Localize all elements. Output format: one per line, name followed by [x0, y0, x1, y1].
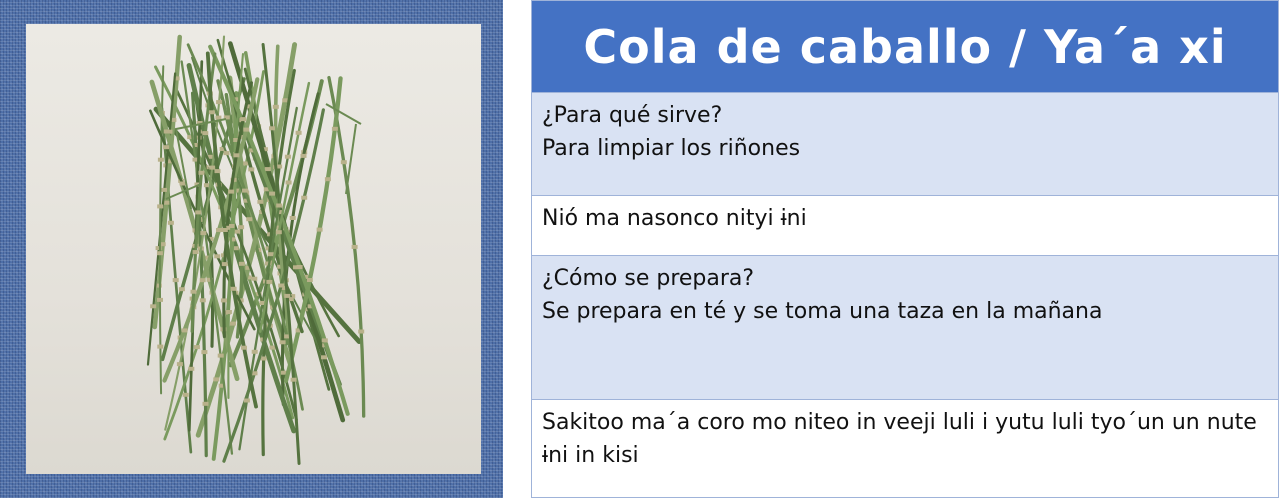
- stem-node: [195, 210, 201, 214]
- stem-node: [158, 158, 164, 162]
- stem-node: [290, 216, 296, 220]
- title-row: [532, 1, 1278, 93]
- stem-node: [157, 345, 163, 349]
- horsetail-stems-illustration: [26, 24, 481, 474]
- stem-node: [284, 294, 290, 298]
- stem-node: [265, 167, 271, 171]
- stem-node: [268, 252, 274, 256]
- info-table: [531, 0, 1279, 498]
- stem-node: [317, 228, 323, 232]
- stem-node: [239, 262, 245, 266]
- stem-node: [278, 284, 284, 288]
- horsetail-plant-photo: [26, 24, 481, 474]
- stem-node: [276, 204, 282, 208]
- stem-node: [194, 345, 200, 349]
- stem-node: [261, 357, 267, 361]
- leaf: [326, 104, 361, 124]
- table-row-purpose: [532, 93, 1278, 196]
- stem-node: [321, 355, 327, 359]
- stem-node: [161, 188, 167, 192]
- stem-node: [332, 127, 338, 131]
- stem-node: [358, 330, 364, 334]
- stem-node: [215, 169, 221, 173]
- stem-node: [341, 160, 347, 164]
- stem-node: [301, 196, 307, 200]
- stem-node: [297, 265, 303, 269]
- stem-node: [226, 310, 232, 314]
- stem-node: [276, 230, 282, 234]
- stem-node: [203, 402, 209, 406]
- stem-node: [222, 262, 228, 266]
- table-row-preparation: [532, 256, 1278, 400]
- photo-frame: [0, 0, 503, 498]
- stem-node: [301, 154, 307, 158]
- stem-node: [307, 278, 313, 282]
- stem-node: [199, 171, 205, 175]
- page-title: Cola de caballo / Ya´a xi: [583, 19, 1227, 74]
- preparation-answer: Se prepara en té y se toma una taza en la mañana: [542, 299, 1103, 324]
- stem-node: [224, 151, 230, 155]
- stem-node: [244, 399, 250, 403]
- stem-node: [248, 167, 254, 171]
- purpose-translation: Nió ma nasonco nityi ɨni: [542, 206, 807, 231]
- stem-node: [273, 105, 279, 109]
- stem-node: [252, 350, 258, 354]
- stem-node: [269, 192, 275, 196]
- stem-node: [233, 153, 239, 157]
- stem-node: [286, 181, 292, 185]
- stem-node: [269, 126, 275, 130]
- stem-node: [238, 225, 244, 229]
- preparation-question: ¿Cómo se prepara?: [542, 266, 755, 291]
- stem-node: [180, 182, 186, 186]
- stem-node: [240, 117, 246, 121]
- table-row-purpose-translation: [532, 196, 1278, 256]
- stem-node: [325, 177, 331, 181]
- stem-node: [230, 322, 236, 326]
- stem-node: [231, 287, 237, 291]
- stem-node: [216, 100, 222, 104]
- stem-node: [246, 217, 252, 221]
- stem-node: [157, 204, 163, 208]
- stem-node: [157, 298, 163, 302]
- stem-node: [209, 166, 215, 170]
- stem-node: [222, 228, 228, 232]
- stem-node: [291, 378, 297, 382]
- stem-node: [200, 278, 206, 282]
- stem-node: [150, 304, 156, 308]
- stem-node: [200, 231, 206, 235]
- stem-node: [177, 362, 183, 366]
- stem-node: [251, 277, 257, 281]
- stem-node: [243, 128, 249, 132]
- table-row-preparation-translation: [532, 400, 1278, 497]
- stem-node: [216, 228, 222, 232]
- stem-node: [168, 221, 174, 225]
- stem-node: [218, 354, 224, 358]
- stem-node: [266, 280, 272, 284]
- stem-node: [200, 298, 206, 302]
- stem-node: [202, 131, 208, 135]
- leaf: [346, 124, 356, 194]
- stem-node: [182, 328, 188, 332]
- stem-node: [188, 367, 194, 371]
- stem-node: [270, 346, 276, 350]
- stem-node: [322, 338, 328, 342]
- stem-node: [209, 110, 215, 114]
- stem-node: [257, 200, 263, 204]
- stem-node: [183, 393, 189, 397]
- stem-node: [179, 287, 185, 291]
- stem-node: [173, 278, 179, 282]
- stem-node: [280, 340, 286, 344]
- stem-node: [157, 251, 163, 255]
- purpose-answer: Para limpiar los riñones: [542, 136, 801, 161]
- stem-node: [214, 254, 220, 258]
- stem-node: [213, 377, 219, 381]
- stem-node: [221, 298, 227, 302]
- stem-node: [193, 250, 199, 254]
- stem-node: [242, 189, 248, 193]
- stem-node: [234, 230, 240, 234]
- purpose-question: ¿Para qué sirve?: [542, 103, 723, 128]
- stem-node: [191, 290, 197, 294]
- stem-node: [215, 116, 221, 120]
- stem-node: [296, 131, 302, 135]
- stem-node: [201, 350, 207, 354]
- stem-node: [241, 346, 247, 350]
- stem-node: [285, 155, 291, 159]
- preparation-translation: Sakitoo ma´a coro mo niteo in veeji luli i yutu luli tyo´un un nute ɨni in kisi: [542, 410, 1257, 468]
- stem-node: [164, 130, 170, 134]
- stem-node: [228, 190, 234, 194]
- stem-node: [163, 145, 169, 149]
- stem-node: [352, 245, 358, 249]
